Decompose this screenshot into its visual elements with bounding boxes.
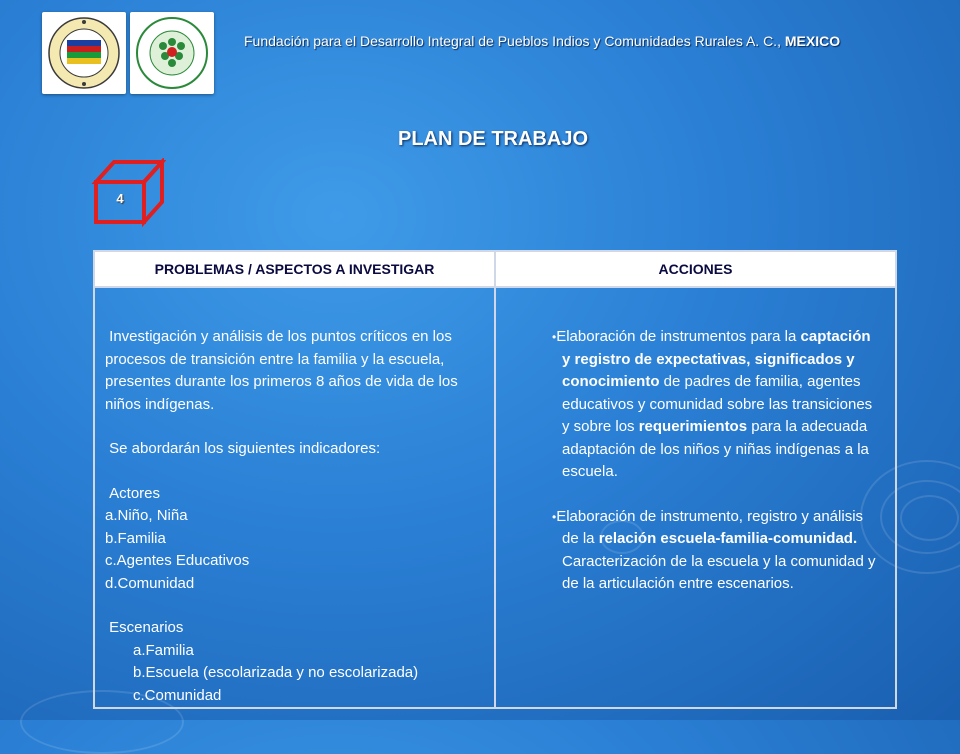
action-emphasis: relación escuela-familia-comunidad. [598,530,858,547]
action-item [552,326,881,484]
action-text: de padres de familia, agentes educativos y comunidad sobre las transiciones y sobre los [562,373,873,435]
page-title: PLAN DE TRABAJO [397,128,588,150]
oas-seal-logo [42,12,126,94]
action-text: para la adecuada adaptación de los niños y niñas indígenas a la escuela. [562,418,869,480]
bullet-icon: • [552,330,557,344]
indicators-text: Se abordarán los siguientes indicadores: [109,440,381,457]
step-number: 4 [116,191,124,206]
list-item: a.Familia [133,641,194,659]
actores-title-text: Actores [109,484,161,502]
fundacion-seal-icon [135,16,209,90]
bullet-icon: • [552,509,557,524]
action-text: Elaboración de instrumento, registro y análisis de la [556,507,864,547]
problems-cell [94,287,495,708]
action-text: Caracterización de la escuela y la comunidad y de la articulación entre escenarios. [562,552,876,592]
action-text: Elaboración de instrumentos para la [556,328,801,345]
table-header-row [94,251,896,287]
actores-title [105,483,484,506]
header-actions: ACCIONES [495,251,896,287]
list-item: d.Comunidad [105,574,195,592]
list-item: c.Comunidad [133,686,222,704]
list-item: b.Familia [105,529,166,547]
list-item: b.Escuela (escolarizada y no escolarizada) [133,664,419,681]
list-item: c.Agentes Educativos [105,552,250,569]
actions-cell [495,287,896,708]
escenarios-title [105,617,484,640]
fundacion-logo [130,12,214,94]
action-emphasis: requerimientos [638,418,748,435]
indicators-intro [105,438,484,461]
header-problems: PROBLEMAS / ASPECTOS A INVESTIGAR [94,251,495,287]
escenarios-title-text: Escenarios [109,619,184,636]
intro-text: Investigación y análisis de los puntos críticos en los procesos de transición entre la familia y la escuela, presentes durante los primeros 8 años de vida de los niños indígenas. [105,328,458,413]
organization-country: MEXICO [784,33,841,49]
oas-seal-icon [47,16,121,90]
plan-table [93,250,897,709]
table-row [94,287,896,708]
list-item: a.Niño, Niña [105,507,188,524]
investigation-intro [105,326,484,416]
action-item [552,506,881,596]
organization-name: Fundación para el Desarrollo Integral de Pueblos Indios y Comunidades Rurales A. C., [244,33,781,49]
action-emphasis: captación y registro de expectativas, significados y conocimiento [562,328,871,390]
organization-header [244,33,934,49]
